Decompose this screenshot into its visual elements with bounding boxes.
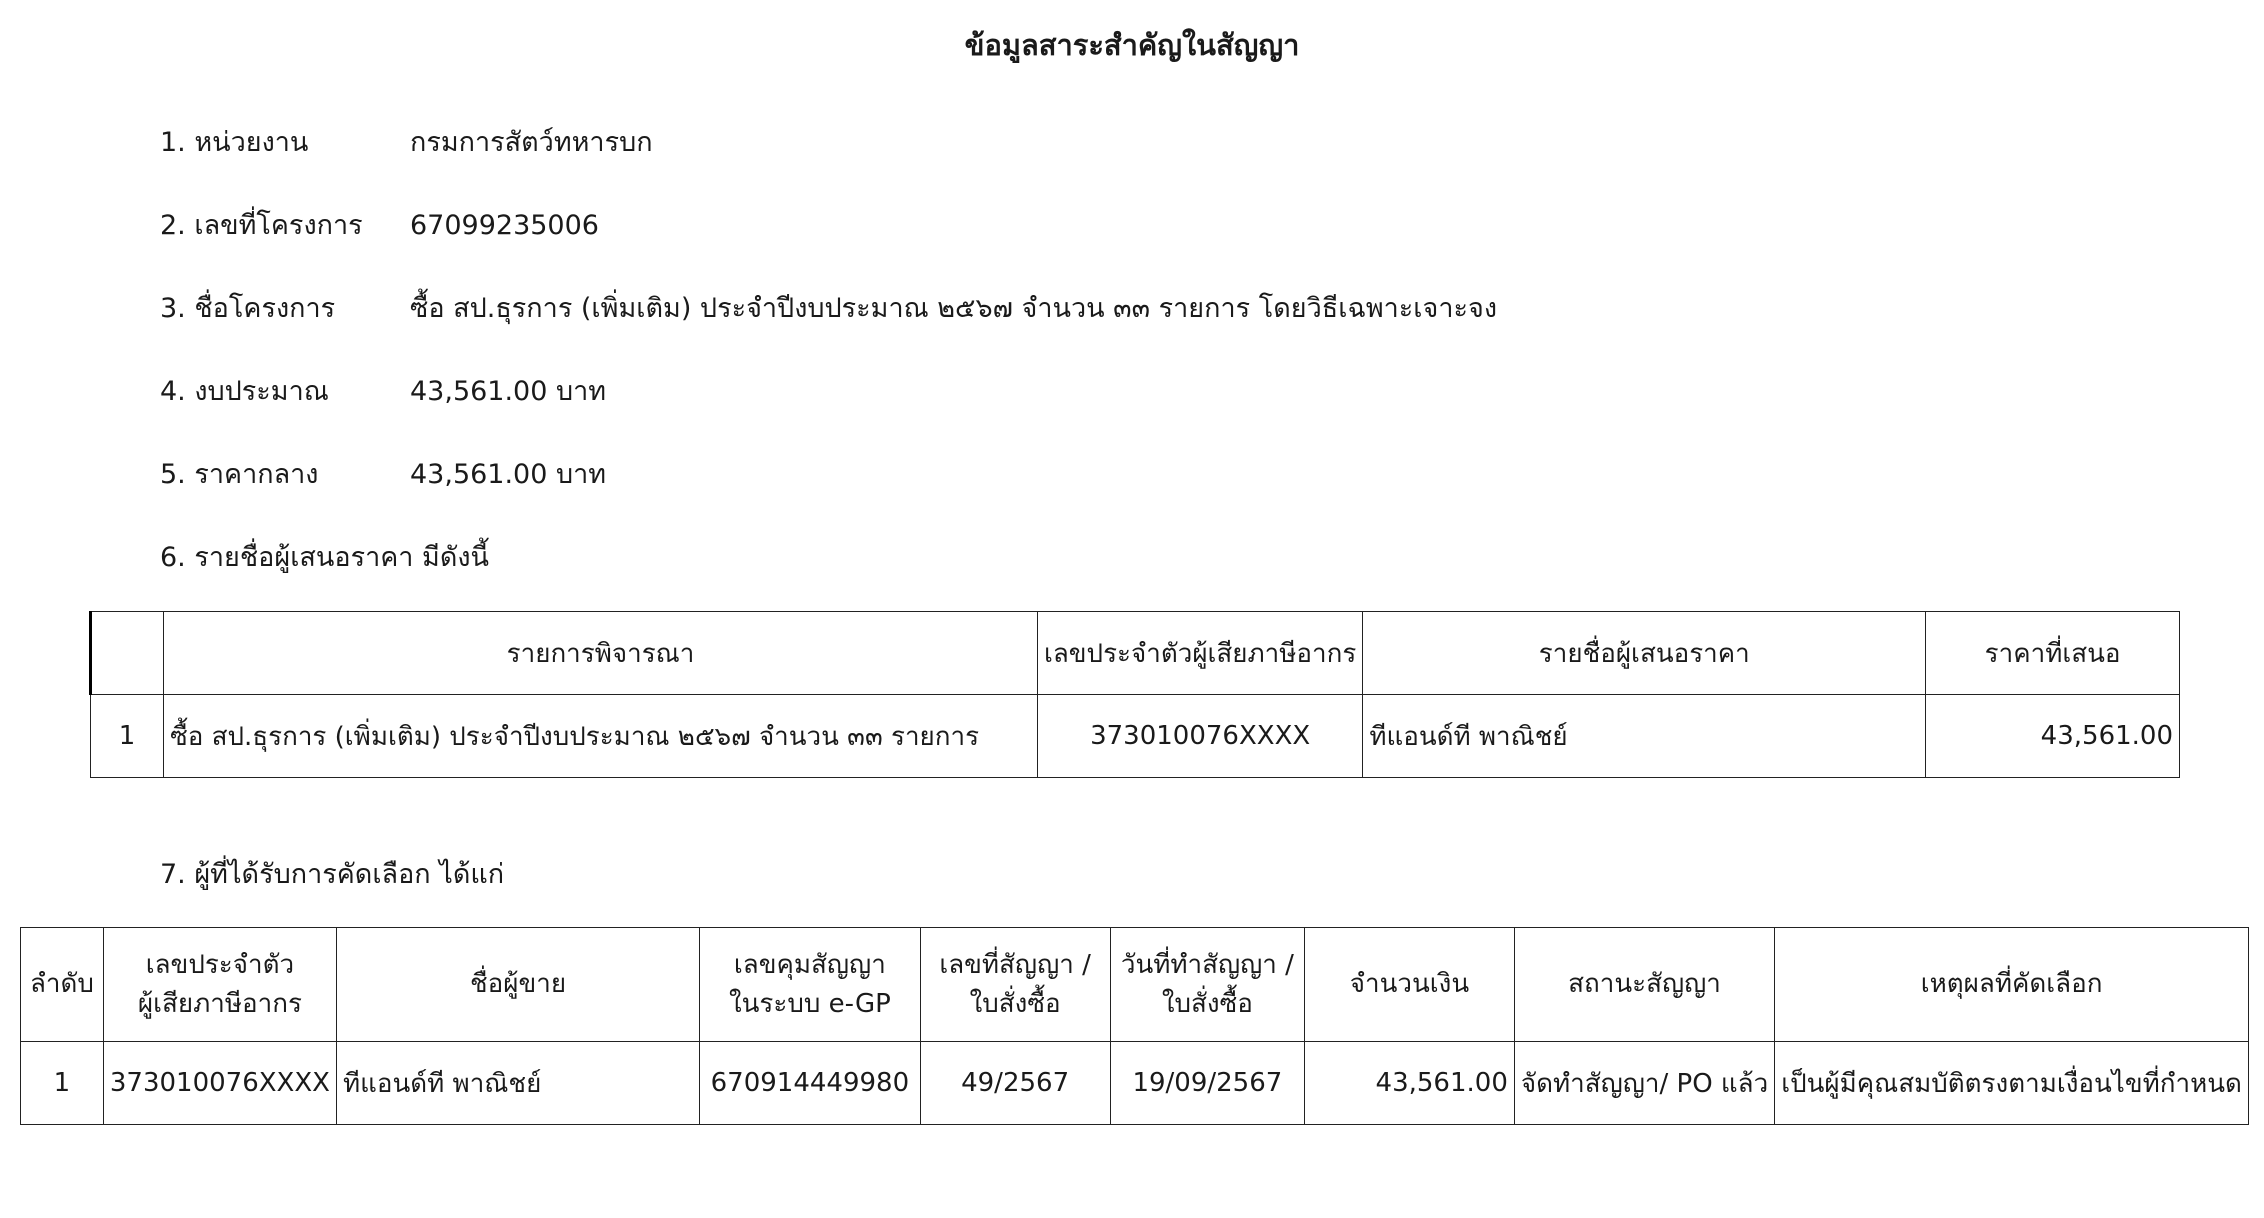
field-agency — [160, 120, 653, 163]
table-header-cell — [103, 928, 336, 1042]
table-cell: 373010076XXXX — [1037, 695, 1362, 778]
header-line: เลขที่สัญญา / — [939, 949, 1091, 980]
header-line: จำนวนเงิน — [1349, 969, 1470, 999]
field-budget — [160, 369, 606, 412]
field-label: 5. ราคากลาง — [160, 459, 319, 490]
field-label: 3. ชื่อโครงการ — [160, 293, 336, 324]
header-line: เลขคุมสัญญา — [733, 949, 886, 980]
bidders-table — [89, 611, 2180, 778]
table-cell: จัดทำสัญญา/ PO แล้ว — [1514, 1042, 1774, 1125]
header-line: ใบสั่งซื้อ — [969, 988, 1061, 1019]
table-header-cell: รายชื่อผู้เสนอราคา — [1363, 612, 1926, 695]
table-cell: 1 — [91, 695, 164, 778]
header-line: สถานะสัญญา — [1568, 969, 1721, 999]
field-label: 1. หน่วยงาน — [160, 127, 309, 158]
section6-heading: 6. รายชื่อผู้เสนอราคา มีดังนี้ — [160, 542, 490, 573]
field-value: 43,561.00 บาท — [410, 459, 607, 490]
table-cell: ทีแอนด์ที พาณิชย์ — [336, 1042, 699, 1125]
table-cell: 19/09/2567 — [1110, 1042, 1304, 1125]
table-cell: 1 — [21, 1042, 104, 1125]
field-value: 67099235006 — [410, 210, 599, 241]
table-cell: เป็นผู้มีคุณสมบัติตรงตามเงื่อนไขที่กำหนด — [1775, 1042, 2249, 1125]
header-line: เลขประจำตัว — [145, 949, 295, 980]
document-title: ข้อมูลสาระสำคัญในสัญญา — [964, 28, 1300, 62]
field-label: 2. เลขที่โครงการ — [160, 210, 363, 241]
table-row — [91, 695, 2180, 778]
table-header-cell — [21, 928, 104, 1042]
table-header-cell — [91, 612, 164, 695]
field-value: กรมการสัตว์ทหารบก — [410, 127, 653, 158]
table-header-row — [91, 612, 2180, 695]
table-cell: 670914449980 — [700, 1042, 920, 1125]
table-header-cell — [1514, 928, 1774, 1042]
header-line: ผู้เสียภาษีอากร — [137, 988, 302, 1019]
table-row — [21, 1042, 2249, 1125]
field-project-name — [160, 286, 1497, 329]
table-header-cell — [1110, 928, 1304, 1042]
header-line: ในระบบ e-GP — [728, 988, 891, 1019]
table-header-cell — [1775, 928, 2249, 1042]
section7-heading: 7. ผู้ที่ได้รับการคัดเลือก ได้แก่ — [160, 859, 505, 890]
table-header-cell: ราคาที่เสนอ — [1926, 612, 2180, 695]
table-cell: 43,561.00 — [1926, 695, 2180, 778]
header-line: ใบสั่งซื้อ — [1161, 988, 1253, 1019]
field-median-price — [160, 452, 606, 495]
selected-vendor-table — [20, 927, 2249, 1125]
header-line: ลำดับ — [29, 969, 94, 999]
table-header-cell — [700, 928, 920, 1042]
field-project-number — [160, 203, 599, 246]
table-cell: 43,561.00 — [1305, 1042, 1515, 1125]
field-label: 4. งบประมาณ — [160, 376, 329, 407]
table-header-cell — [920, 928, 1110, 1042]
field-value: ซื้อ สป.ธุรการ (เพิ่มเติม) ประจำปีงบประมาณ ๒๕๖๗ จำนวน ๓๓ รายการ โดยวิธีเฉพาะเจาะจง — [410, 293, 1498, 324]
header-line: เหตุผลที่คัดเลือก — [1920, 969, 2103, 999]
table-header-cell: รายการพิจารณา — [164, 612, 1038, 695]
field-value: 43,561.00 บาท — [410, 376, 607, 407]
table-header-row — [21, 928, 2249, 1042]
table-cell: ทีแอนด์ที พาณิชย์ — [1363, 695, 1926, 778]
table-header-cell — [1305, 928, 1515, 1042]
table-cell: 49/2567 — [920, 1042, 1110, 1125]
header-line: วันที่ทำสัญญา / — [1120, 949, 1294, 980]
table-header-cell — [336, 928, 699, 1042]
table-cell: ซื้อ สป.ธุรการ (เพิ่มเติม) ประจำปีงบประมาณ ๒๕๖๗ จำนวน ๓๓ รายการ — [164, 695, 1038, 778]
table-header-cell: เลขประจำตัวผู้เสียภาษีอากร — [1037, 612, 1362, 695]
header-line: ชื่อผู้ขาย — [470, 969, 567, 999]
table-cell: 373010076XXXX — [103, 1042, 336, 1125]
